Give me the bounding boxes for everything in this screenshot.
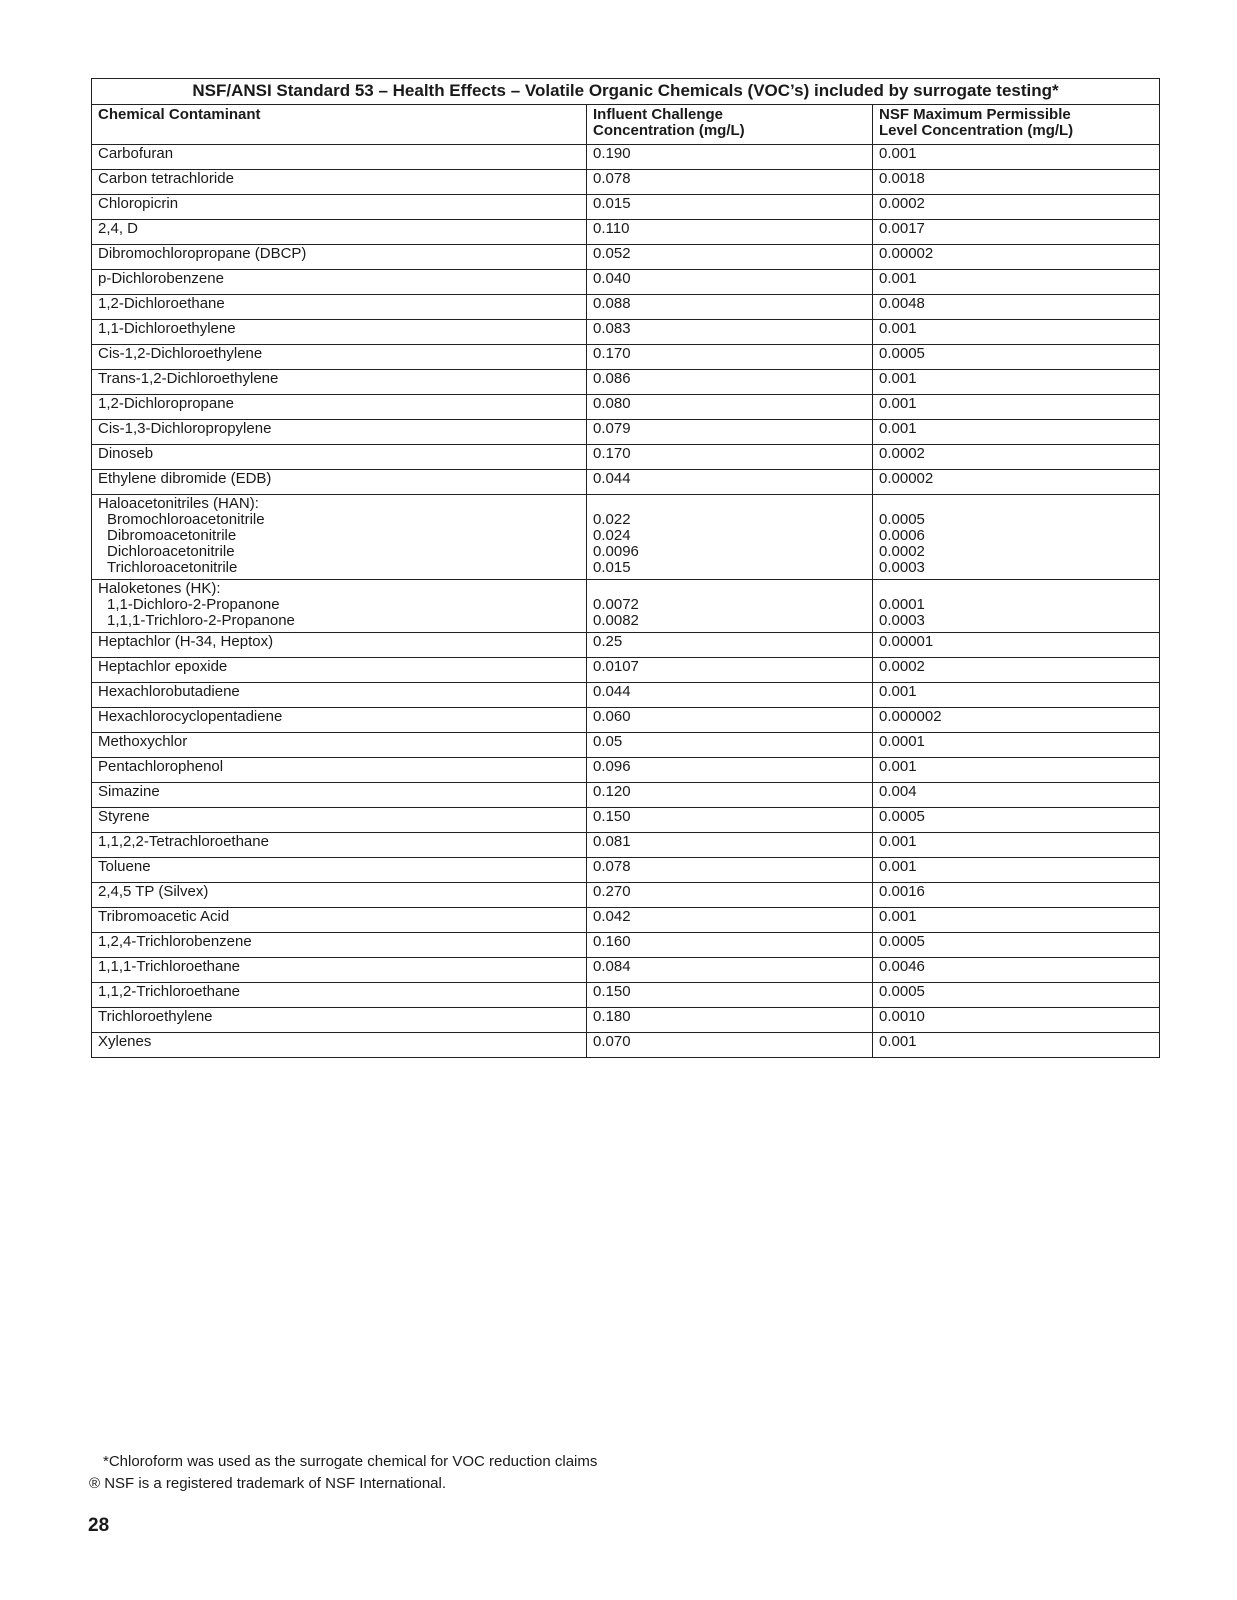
contaminant-cell: p-Dichlorobenzene — [92, 270, 587, 295]
header-chemical-contaminant — [92, 105, 587, 145]
table-row — [92, 345, 1160, 370]
contaminant-cell: 1,2-Dichloroethane — [92, 295, 587, 320]
table-body — [92, 145, 1160, 1058]
influent-cell: 0.170 — [587, 445, 873, 470]
header-influent-line2: Concentration (mg/L) — [593, 122, 745, 139]
sub-influent: 0.0082 — [593, 612, 639, 629]
sub-influent: 0.022 — [593, 511, 631, 528]
contaminant-cell: Heptachlor epoxide — [92, 658, 587, 683]
contaminant-cell: 1,1,2-Trichloroethane — [92, 983, 587, 1008]
max-level-cell: 0.0002 — [873, 195, 1160, 220]
influent-cell: 0.05 — [587, 733, 873, 758]
table-row — [92, 170, 1160, 195]
table-row — [92, 883, 1160, 908]
max-level-cell: 0.00002 — [873, 245, 1160, 270]
influent-cell: 0.070 — [587, 1033, 873, 1058]
surrogate-footnote: *Chloroform was used as the surrogate chemical for VOC reduction claims — [103, 1453, 598, 1470]
sub-influent: 0.0072 — [593, 596, 639, 613]
influent-cell: 0.170 — [587, 345, 873, 370]
contaminant-cell: Cis-1,3-Dichloropropylene — [92, 420, 587, 445]
table-row — [92, 295, 1160, 320]
max-level-cell: 0.001 — [873, 858, 1160, 883]
sub-max-level: 0.0003 — [879, 559, 925, 576]
table-row — [92, 833, 1160, 858]
influent-group-cell — [587, 495, 873, 580]
contaminant-cell: 1,1-Dichloroethylene — [92, 320, 587, 345]
max-level-cell: 0.0002 — [873, 658, 1160, 683]
influent-cell: 0.150 — [587, 983, 873, 1008]
influent-cell: 0.042 — [587, 908, 873, 933]
table-row — [92, 808, 1160, 833]
table-row — [92, 470, 1160, 495]
max-level-cell: 0.001 — [873, 908, 1160, 933]
sub-max-level: 0.0003 — [879, 612, 925, 629]
sub-max-level: 0.0002 — [879, 543, 925, 560]
group-label: Haloketones (HK): — [98, 580, 221, 597]
contaminant-cell: 1,2-Dichloropropane — [92, 395, 587, 420]
influent-cell: 0.088 — [587, 295, 873, 320]
sub-max-level: 0.0005 — [879, 511, 925, 528]
contaminant-cell: 1,1,1-Trichloroethane — [92, 958, 587, 983]
max-level-cell: 0.001 — [873, 370, 1160, 395]
sub-contaminant: 1,1-Dichloro-2-Propanone — [107, 596, 280, 613]
table-row — [92, 733, 1160, 758]
influent-cell: 0.084 — [587, 958, 873, 983]
contaminant-cell: Chloropicrin — [92, 195, 587, 220]
max-level-cell: 0.0005 — [873, 983, 1160, 1008]
contaminant-group-cell — [92, 580, 587, 633]
max-level-cell: 0.0017 — [873, 220, 1160, 245]
max-level-group-cell — [873, 495, 1160, 580]
contaminant-cell: Dibromochloropropane (DBCP) — [92, 245, 587, 270]
influent-cell: 0.079 — [587, 420, 873, 445]
contaminant-cell: 2,4,5 TP (Silvex) — [92, 883, 587, 908]
table-row — [92, 633, 1160, 658]
voc-table — [91, 78, 1160, 1058]
contaminant-cell: Trichloroethylene — [92, 1008, 587, 1033]
influent-cell: 0.060 — [587, 708, 873, 733]
max-level-cell: 0.001 — [873, 320, 1160, 345]
contaminant-cell: Heptachlor (H-34, Heptox) — [92, 633, 587, 658]
influent-cell: 0.086 — [587, 370, 873, 395]
influent-cell: 0.270 — [587, 883, 873, 908]
max-level-group-cell — [873, 580, 1160, 633]
sub-influent: 0.024 — [593, 527, 631, 544]
max-level-cell: 0.00002 — [873, 470, 1160, 495]
table-row — [92, 1033, 1160, 1058]
contaminant-cell: Carbofuran — [92, 145, 587, 170]
contaminant-cell: Dinoseb — [92, 445, 587, 470]
influent-cell: 0.180 — [587, 1008, 873, 1033]
max-level-cell: 0.001 — [873, 833, 1160, 858]
sub-contaminant: Dichloroacetonitrile — [107, 543, 235, 560]
table-row-group — [92, 495, 1160, 580]
max-level-cell: 0.0005 — [873, 933, 1160, 958]
table-row — [92, 245, 1160, 270]
influent-cell: 0.078 — [587, 170, 873, 195]
contaminant-cell: 2,4, D — [92, 220, 587, 245]
header-contaminant-label: Chemical Contaminant — [98, 106, 261, 123]
influent-cell: 0.081 — [587, 833, 873, 858]
max-level-cell: 0.004 — [873, 783, 1160, 808]
max-level-cell: 0.0005 — [873, 345, 1160, 370]
contaminant-cell: Carbon tetrachloride — [92, 170, 587, 195]
group-label: Haloacetonitriles (HAN): — [98, 495, 259, 512]
contaminant-cell: Cis-1,2-Dichloroethylene — [92, 345, 587, 370]
influent-cell: 0.150 — [587, 808, 873, 833]
max-level-cell: 0.0010 — [873, 1008, 1160, 1033]
max-level-cell: 0.001 — [873, 1033, 1160, 1058]
table-row — [92, 933, 1160, 958]
sub-contaminant: Bromochloroacetonitrile — [107, 511, 265, 528]
max-level-cell: 0.00001 — [873, 633, 1160, 658]
table-row — [92, 783, 1160, 808]
sub-influent: 0.0096 — [593, 543, 639, 560]
header-nsf-max-level — [873, 105, 1160, 145]
sub-influent: 0.015 — [593, 559, 631, 576]
max-level-cell: 0.0048 — [873, 295, 1160, 320]
header-max-line1: NSF Maximum Permissible — [879, 106, 1071, 123]
influent-cell: 0.160 — [587, 933, 873, 958]
sub-contaminant: Trichloroacetonitrile — [107, 559, 238, 576]
table-header-row — [92, 105, 1160, 145]
max-level-cell: 0.0001 — [873, 733, 1160, 758]
contaminant-cell: Xylenes — [92, 1033, 587, 1058]
contaminant-cell: Trans-1,2-Dichloroethylene — [92, 370, 587, 395]
table-row — [92, 445, 1160, 470]
influent-cell: 0.110 — [587, 220, 873, 245]
max-level-cell: 0.001 — [873, 395, 1160, 420]
contaminant-cell: Methoxychlor — [92, 733, 587, 758]
influent-cell: 0.080 — [587, 395, 873, 420]
table-row — [92, 1008, 1160, 1033]
header-influent-line1: Influent Challenge — [593, 106, 724, 123]
table-row — [92, 395, 1160, 420]
max-level-cell: 0.001 — [873, 683, 1160, 708]
influent-cell: 0.015 — [587, 195, 873, 220]
sub-max-level: 0.0001 — [879, 596, 925, 613]
header-influent-challenge — [587, 105, 873, 145]
table-row — [92, 758, 1160, 783]
table-row — [92, 195, 1160, 220]
influent-group-cell — [587, 580, 873, 633]
contaminant-cell: Styrene — [92, 808, 587, 833]
trademark-footnote: ® NSF is a registered trademark of NSF International. — [89, 1475, 447, 1492]
max-level-cell: 0.0018 — [873, 170, 1160, 195]
table-row — [92, 220, 1160, 245]
influent-cell: 0.078 — [587, 858, 873, 883]
table-row — [92, 370, 1160, 395]
sub-max-level: 0.0006 — [879, 527, 925, 544]
table-row — [92, 908, 1160, 933]
max-level-cell: 0.001 — [873, 145, 1160, 170]
max-level-cell: 0.000002 — [873, 708, 1160, 733]
max-level-cell: 0.0002 — [873, 445, 1160, 470]
max-level-cell: 0.0046 — [873, 958, 1160, 983]
table-row — [92, 958, 1160, 983]
table-title-row — [92, 79, 1160, 105]
contaminant-cell: Simazine — [92, 783, 587, 808]
influent-cell: 0.096 — [587, 758, 873, 783]
contaminant-cell: Hexachlorocyclopentadiene — [92, 708, 587, 733]
page-number: 28 — [88, 1515, 110, 1536]
table-row — [92, 270, 1160, 295]
influent-cell: 0.25 — [587, 633, 873, 658]
table-row — [92, 145, 1160, 170]
influent-cell: 0.040 — [587, 270, 873, 295]
influent-cell: 0.190 — [587, 145, 873, 170]
max-level-cell: 0.001 — [873, 270, 1160, 295]
table-row — [92, 983, 1160, 1008]
contaminant-cell: Pentachlorophenol — [92, 758, 587, 783]
sub-contaminant: 1,1,1-Trichloro-2-Propanone — [107, 612, 295, 629]
header-max-line2: Level Concentration (mg/L) — [879, 122, 1074, 139]
table-row — [92, 658, 1160, 683]
table-row-group — [92, 580, 1160, 633]
table-row — [92, 858, 1160, 883]
influent-cell: 0.044 — [587, 683, 873, 708]
sub-contaminant: Dibromoacetonitrile — [107, 527, 237, 544]
table-row — [92, 708, 1160, 733]
table-row — [92, 320, 1160, 345]
table-row — [92, 420, 1160, 445]
influent-cell: 0.044 — [587, 470, 873, 495]
table-title: NSF/ANSI Standard 53 – Health Effects – Volatile Organic Chemicals (VOC’s) included by surrogate testing* — [92, 79, 1160, 105]
influent-cell: 0.120 — [587, 783, 873, 808]
max-level-cell: 0.001 — [873, 420, 1160, 445]
max-level-cell: 0.0016 — [873, 883, 1160, 908]
max-level-cell: 0.001 — [873, 758, 1160, 783]
contaminant-cell: Ethylene dibromide (EDB) — [92, 470, 587, 495]
influent-cell: 0.083 — [587, 320, 873, 345]
contaminant-cell: Hexachlorobutadiene — [92, 683, 587, 708]
contaminant-cell: 1,2,4-Trichlorobenzene — [92, 933, 587, 958]
table-row — [92, 683, 1160, 708]
contaminant-cell: 1,1,2,2-Tetrachloroethane — [92, 833, 587, 858]
contaminant-cell: Toluene — [92, 858, 587, 883]
contaminant-cell: Tribromoacetic Acid — [92, 908, 587, 933]
influent-cell: 0.0107 — [587, 658, 873, 683]
influent-cell: 0.052 — [587, 245, 873, 270]
contaminant-group-cell — [92, 495, 587, 580]
max-level-cell: 0.0005 — [873, 808, 1160, 833]
